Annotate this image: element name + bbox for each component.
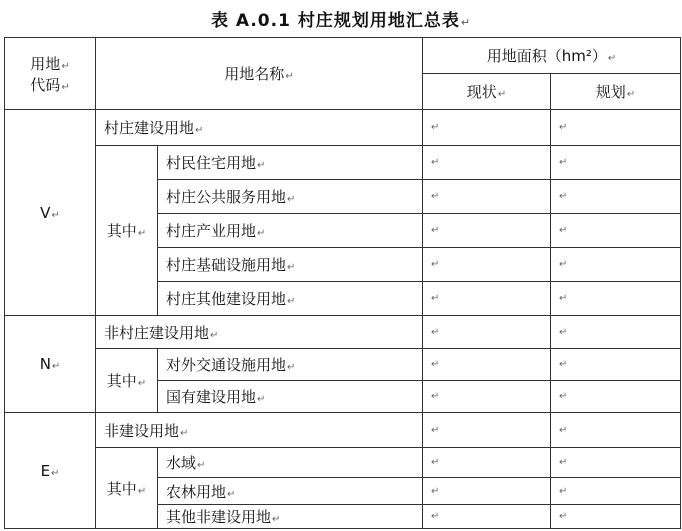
planned-value-cell[interactable]: ↵ — [551, 478, 681, 505]
table-title — [0, 6, 682, 31]
planned-value-cell[interactable]: ↵ — [551, 214, 681, 248]
planned-value-cell[interactable]: ↵ — [551, 349, 681, 381]
header-name-cell: 用地名称↵ — [96, 38, 423, 110]
planned-value-cell[interactable]: ↵ — [551, 146, 681, 180]
current-value-cell[interactable]: ↵ — [423, 248, 551, 282]
item-cell: 农林用地↵ — [158, 478, 423, 505]
header-area-cell: 用地面积（hm²）↵ — [423, 38, 681, 74]
item-cell: 国有建设用地↵ — [158, 381, 423, 413]
header-planned-cell: 规划↵ — [551, 74, 681, 110]
sub-label-cell-e: 其中↵ — [96, 448, 158, 529]
item-label: 农林用地 — [166, 482, 227, 501]
item-label: 国有建设用地 — [166, 388, 257, 406]
main-label-e: 非建设用地 — [104, 421, 180, 440]
item-cell: 村庄其他建设用地↵ — [158, 282, 423, 316]
item-cell: 对外交通设施用地↵ — [158, 349, 423, 381]
planned-value-cell[interactable]: ↵ — [551, 381, 681, 413]
code-e: E — [40, 461, 51, 480]
current-value-cell[interactable]: ↵ — [423, 349, 551, 381]
main-label-cell-n: 非村庄建设用地↵ — [96, 316, 423, 349]
current-value-cell[interactable]: ↵ — [423, 282, 551, 316]
code-n: N — [39, 355, 51, 373]
item-label: 村庄公共服务用地 — [166, 188, 287, 206]
current-value-cell[interactable]: ↵ — [423, 146, 551, 180]
planned-value-cell[interactable]: ↵ — [551, 505, 681, 529]
item-cell: 村庄公共服务用地↵ — [158, 180, 423, 214]
sub-label-cell-n: 其中↵ — [96, 349, 158, 413]
current-value-cell[interactable]: ↵ — [423, 316, 551, 349]
current-value-cell[interactable]: ↵ — [423, 505, 551, 529]
code-v: V — [40, 203, 51, 222]
planned-value-cell[interactable]: ↵ — [551, 248, 681, 282]
planned-value-cell[interactable]: ↵ — [551, 448, 681, 478]
item-cell: 水域↵ — [158, 448, 423, 478]
item-label: 水域 — [166, 454, 197, 472]
item-label: 村庄基础设施用地 — [166, 256, 287, 274]
code-cell-v: V↵ — [5, 110, 96, 316]
header-code-cell: 用地↵ 代码↵ — [5, 38, 96, 110]
main-label-v: 村庄建设用地 — [104, 119, 195, 137]
header-planned-label: 规划 — [595, 83, 626, 101]
sub-label-e: 其中 — [106, 479, 137, 498]
main-label-cell-v: 村庄建设用地↵ — [96, 110, 423, 146]
main-label-n: 非村庄建设用地 — [104, 323, 210, 342]
planned-value-cell[interactable]: ↵ — [551, 282, 681, 316]
table-title-text: 表 A.0.1 村庄规划用地汇总表 — [210, 11, 460, 31]
current-value-cell[interactable]: ↵ — [423, 110, 551, 146]
item-label: 村庄产业用地 — [166, 222, 257, 240]
land-use-summary-table — [4, 37, 681, 529]
sub-label-v: 其中 — [106, 222, 137, 240]
code-cell-e: E↵ — [5, 413, 96, 529]
item-label: 对外交通设施用地 — [166, 356, 287, 374]
header-current-label: 现状 — [466, 83, 497, 101]
planned-value-cell[interactable]: ↵ — [551, 180, 681, 214]
code-cell-n: N↵ — [5, 316, 96, 413]
header-code-line1: 用地 — [30, 54, 61, 73]
current-value-cell[interactable]: ↵ — [423, 381, 551, 413]
header-current-cell: 现状↵ — [423, 74, 551, 110]
sub-label-cell-v: 其中↵ — [96, 146, 158, 316]
current-value-cell[interactable]: ↵ — [423, 180, 551, 214]
main-label-cell-e: 非建设用地↵ — [96, 413, 423, 448]
paragraph-mark-icon: ↵ — [460, 16, 472, 29]
current-value-cell[interactable]: ↵ — [423, 448, 551, 478]
item-label: 村庄其他建设用地 — [166, 290, 287, 308]
current-value-cell[interactable]: ↵ — [423, 413, 551, 448]
planned-value-cell[interactable]: ↵ — [551, 110, 681, 146]
header-name-label: 用地名称 — [224, 65, 285, 83]
item-label: 其他非建设用地 — [166, 508, 272, 526]
sub-label-n: 其中 — [106, 372, 137, 390]
item-cell: 其他非建设用地↵ — [158, 505, 423, 529]
header-code-line2: 代码 — [30, 75, 61, 94]
item-cell: 村庄基础设施用地↵ — [158, 248, 423, 282]
header-area-label: 用地面积（hm²） — [486, 47, 607, 65]
current-value-cell[interactable]: ↵ — [423, 214, 551, 248]
current-value-cell[interactable]: ↵ — [423, 478, 551, 505]
item-cell: 村庄产业用地↵ — [158, 214, 423, 248]
planned-value-cell[interactable]: ↵ — [551, 316, 681, 349]
planned-value-cell[interactable]: ↵ — [551, 413, 681, 448]
item-cell: 村民住宅用地↵ — [158, 146, 423, 180]
item-label: 村民住宅用地 — [166, 154, 257, 172]
